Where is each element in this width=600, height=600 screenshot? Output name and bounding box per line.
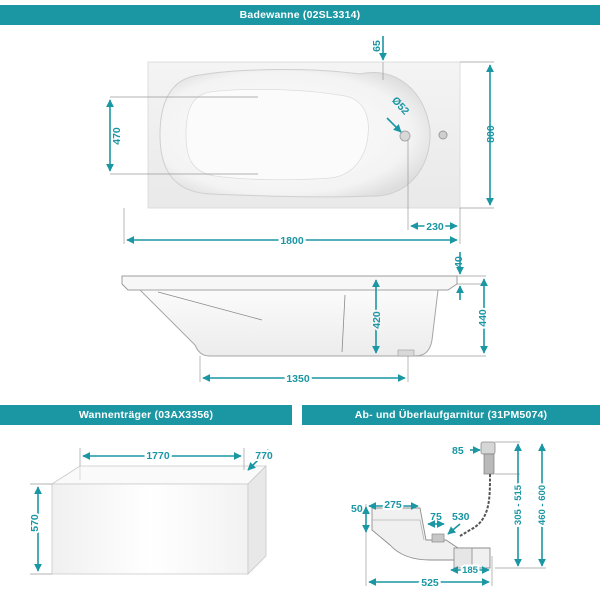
carrier-side	[248, 466, 266, 574]
dim-800-label: 800	[485, 125, 497, 143]
dim-570-label: 570	[29, 514, 41, 532]
drain-plug	[432, 534, 444, 542]
carrier-section-title: Wannenträger (03AX3356)	[78, 409, 214, 421]
dim-1770-label: 1770	[146, 450, 170, 462]
drain-hole	[400, 131, 410, 141]
dim-305-515-label: 305 - 515	[513, 484, 524, 526]
overflow-hole	[439, 131, 447, 139]
tub-basin-inner	[186, 89, 368, 179]
overflow-head	[481, 442, 495, 454]
dim-40-label: 40	[453, 256, 465, 268]
dim-75-label: 75	[430, 511, 442, 523]
dim-230-label: 230	[426, 221, 444, 233]
dim-420-label: 420	[371, 311, 383, 329]
dim-1350-label: 1350	[286, 373, 310, 385]
dim-85-label: 85	[452, 445, 464, 457]
tub-top-view	[110, 36, 497, 247]
tub-side-view	[122, 252, 489, 385]
overflow-body	[484, 454, 494, 474]
dim-770-label: 770	[255, 450, 273, 462]
tub-side-body	[140, 290, 438, 356]
tub-section-title: Badewanne (02SL3314)	[239, 9, 361, 21]
dim-52-label: Ø52	[389, 94, 412, 118]
carrier-top	[52, 466, 266, 484]
dim-275-label: 275	[384, 499, 402, 511]
tub-side-rim	[122, 276, 457, 290]
tub-foot	[398, 350, 414, 356]
dim-50-label: 50	[351, 503, 363, 515]
drain-section-title: Ab- und Überlaufgarnitur (31PM5074)	[354, 409, 548, 421]
dim-530-arrow	[448, 524, 460, 534]
dim-460-600-label: 460 - 600	[537, 484, 548, 526]
dim-470-label: 470	[111, 127, 123, 145]
carrier-view	[29, 448, 273, 574]
bowden-cable	[460, 474, 490, 536]
dim-1800-label: 1800	[280, 235, 304, 247]
dim-525-label: 525	[421, 577, 439, 589]
dim-530-label: 530	[452, 511, 470, 523]
carrier-front	[52, 484, 248, 574]
dim-185-label: 185	[462, 565, 478, 576]
dim-65-label: 65	[371, 40, 383, 52]
drain-view	[351, 442, 548, 589]
dim-440-label: 440	[477, 309, 489, 327]
